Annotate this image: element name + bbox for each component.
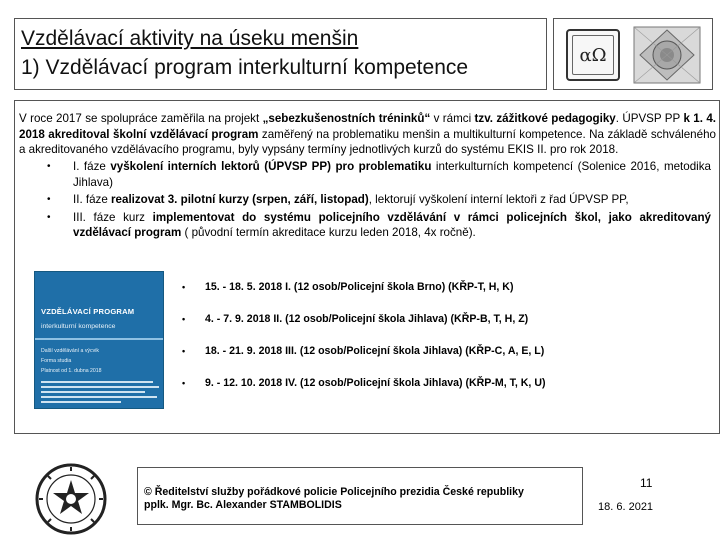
cover-subtitle: interkulturní kompetence <box>41 323 116 330</box>
bullet-icon: • <box>47 194 51 205</box>
bullet-icon: • <box>182 346 186 356</box>
intro-text-4: zaměřený na problematiku menšin a multikulturní kompetence. Na základě schváleného a akreditovaného vzdělávacího programu, byly vypsány termíny jednotlivých kurzů do systému EKIS II. pro rok 2018. <box>19 127 716 156</box>
cover-line: Další vzdělávání a výcvik <box>41 348 99 354</box>
alpha-omega-logo <box>566 29 620 81</box>
phase-item-3 <box>43 210 711 241</box>
cover-line: Forma studia <box>41 358 72 364</box>
page-title: Vzdělávací aktivity na úseku menšin <box>21 27 359 50</box>
cover-line: Platnost od 1. dubna 2018 <box>41 368 102 374</box>
bullet-icon: • <box>47 211 51 223</box>
bullet-icon: • <box>182 314 186 324</box>
footer-copyright: © Ředitelství služby pořádkové policie Policejního prezidia České republiky <box>144 486 524 498</box>
phase-text: III. fáze kurz <box>73 210 153 224</box>
list-item <box>180 335 710 367</box>
phase-text: ( původní termín akreditace kurzu leden 2018, 4x ročně). <box>181 226 476 239</box>
cover-title: VZDĚLÁVACÍ PROGRAM <box>41 307 135 316</box>
course-text: 18. - 21. 9. 2018 III. (12 osob/Policejní škola Jihlava) (KŘP-C, A, E, L) <box>205 345 545 357</box>
phase-bold: vyškolení interních lektorů (ÚPVSP PP) pro problematiku <box>110 160 432 173</box>
course-text: 4. - 7. 9. 2018 II. (12 osob/Policejní škola Jihlava) (KŘP-B, T, H, Z) <box>205 313 529 325</box>
footer-author: pplk. Mgr. Bc. Alexander STAMBOLIDIS <box>144 499 342 511</box>
phase-bold: realizovat 3. pilotní kurzy (srpen, září, listopad) <box>111 193 369 206</box>
page-subtitle: 1) Vzdělávací program interkulturní kompetence <box>21 56 469 79</box>
logo-box <box>553 18 713 90</box>
phase-text: , lektorují vyškolení interní lektoři z řad ÚPVSP PP, <box>368 193 629 206</box>
footer-box <box>137 467 583 525</box>
intro-bold-2: tzv. zážitkové pedagogiky <box>474 112 616 125</box>
bullet-icon: • <box>182 282 186 292</box>
police-seal-icon <box>34 462 108 536</box>
program-cover-image <box>34 271 164 409</box>
intro-text-2: v rámci <box>430 112 475 125</box>
date-label: 18. 6. 2021 <box>598 501 654 513</box>
bullet-icon: • <box>182 378 186 388</box>
phase-list <box>43 159 711 243</box>
course-text: 9. - 12. 10. 2018 IV. (12 osob/Policejní škola Jihlava) (KŘP-M, T, K, U) <box>205 377 546 389</box>
page-number: 11 <box>640 476 653 490</box>
list-item <box>180 271 710 303</box>
intro-text-1: V roce 2017 se spolupráce zaměřila na projekt <box>19 112 263 125</box>
bullet-icon: • <box>47 161 51 172</box>
intro-text-3: . ÚPVSP PP <box>615 112 684 125</box>
cover-fine-print-icon <box>41 380 159 404</box>
phase-item-2 <box>43 192 711 208</box>
list-item <box>180 303 710 335</box>
phase-item-1 <box>43 159 711 190</box>
phase-bold: implementovat do systému policejního vzdělávání v rámci policejních škol, jako akreditovaný vzdělávací program <box>73 210 712 239</box>
content-box <box>14 100 720 434</box>
course-list <box>180 271 710 399</box>
footer-text <box>144 486 524 512</box>
phase-text: interkulturních kompetencí (Solenice 2016, metodika Jihlava) <box>73 160 711 189</box>
phase-text: II. fáze <box>73 193 112 206</box>
list-item <box>180 367 710 399</box>
intro-bold-3: k 1. 4. 2018 akreditoval školní vzdělávací program <box>19 112 716 141</box>
title-box <box>14 18 547 90</box>
intro-paragraph <box>19 111 716 158</box>
cover-divider <box>35 338 163 340</box>
alpha-omega-label: αΩ <box>572 35 614 75</box>
phase-text: I. fáze <box>73 160 111 173</box>
course-text: 15. - 18. 5. 2018 I. (12 osob/Policejní škola Brno) (KŘP-T, H, K) <box>205 281 514 293</box>
emblem-icon <box>632 25 702 85</box>
intro-bold-1: „sebezkušenostních tréninků“ <box>262 112 431 125</box>
